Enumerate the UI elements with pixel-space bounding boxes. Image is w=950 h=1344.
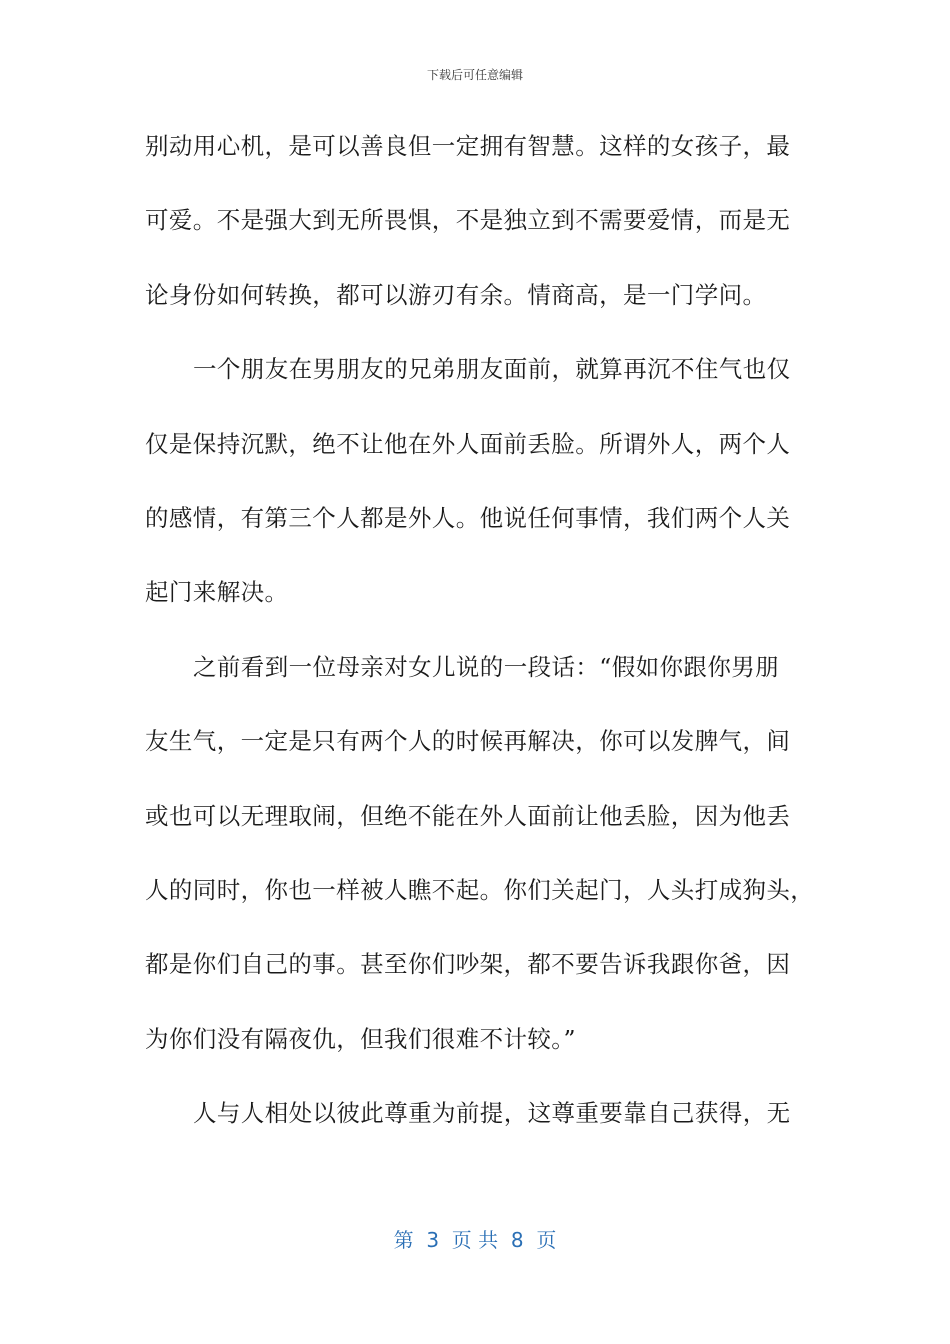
text-line: 为你们没有隔夜仇，但我们很难不计较。”	[145, 1024, 576, 1053]
text-line: 论身份如何转换，都可以游刃有余。情商高，是一门学问。	[145, 280, 767, 309]
text-line: 都是你们自己的事。甚至你们吵架，都不要告诉我跟你爸，因	[145, 950, 791, 979]
page-header-note: 下载后可任意编辑	[426, 68, 523, 82]
text-line: 别动用心机，是可以善良但一定拥有智慧。这样的女孩子，最	[145, 132, 791, 160]
paragraph-first-line: 之前看到一位母亲对女儿说的一段话：“假如你跟你男朋	[193, 652, 780, 681]
text-line: 人的同时，你也一样被人瞧不起。你们关起门，人头打成狗头，	[145, 875, 815, 904]
text-line: 的感情，有第三个人都是外人。他说任何事情，我们两个人关	[145, 503, 791, 532]
paragraph-first-line: 一个朋友在男朋友的兄弟朋友面前，就算再沉不住气也仅	[193, 355, 791, 384]
text-line: 仅是保持沉默，绝不让他在外人面前丢脸。所谓外人，两个人	[145, 429, 791, 458]
text-line: 或也可以无理取闹，但绝不能在外人面前让他丢脸，因为他丢	[145, 801, 791, 830]
text-line: 起门来解决。	[145, 578, 289, 607]
document-body	[145, 118, 815, 1159]
page-number-footer: 第 3 页 共 8 页	[393, 1228, 557, 1252]
paragraph-first-line: 人与人相处以彼此尊重为前提，这尊重要靠自己获得，无	[193, 1099, 791, 1128]
text-line: 友生气，一定是只有两个人的时候再解决，你可以发脾气，间	[145, 727, 791, 756]
text-line: 可爱。不是强大到无所畏惧，不是独立到不需要爱情，而是无	[145, 206, 791, 235]
